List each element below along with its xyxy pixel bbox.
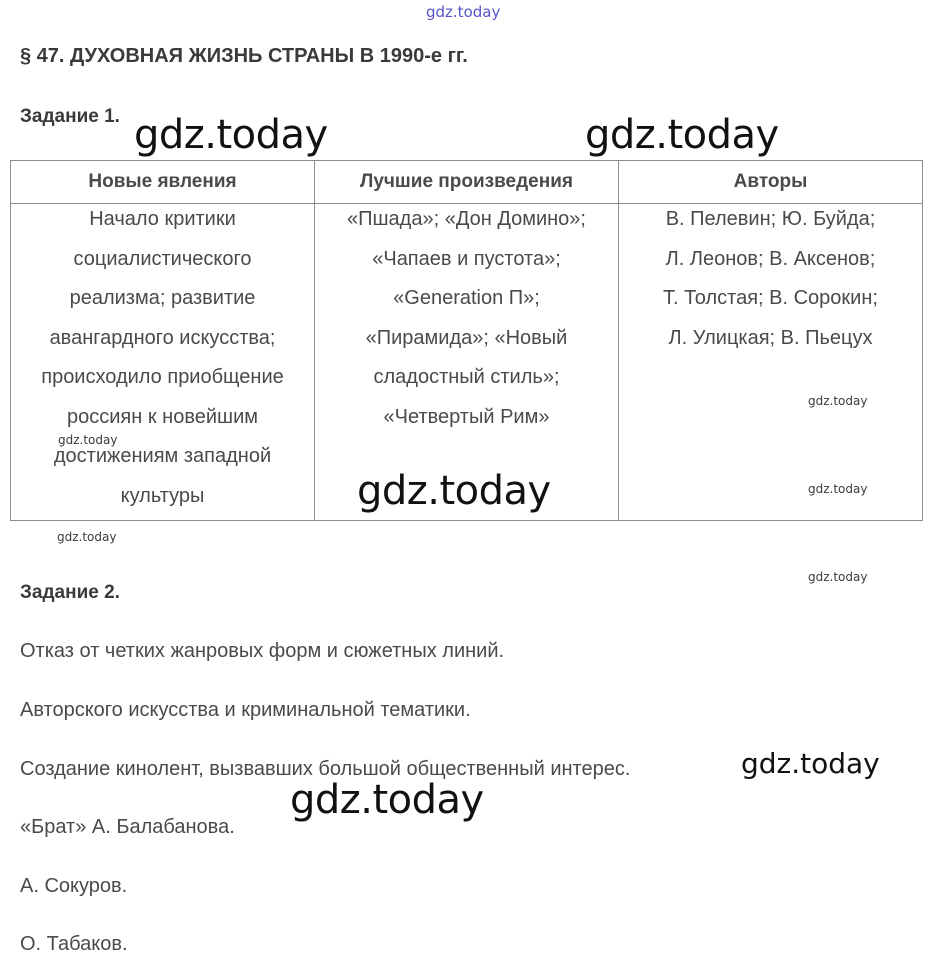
table-header-row [11, 161, 923, 204]
answer-line: А. Сокуров. [20, 875, 128, 897]
cell-line: В. Пелевин; Ю. Буйда; [665, 208, 876, 230]
cell-line: «Пирамида»; «Новый [365, 326, 568, 349]
watermark-small: gdz.today [808, 394, 868, 408]
cell-line: Л. Улицкая; В. Пьецух [668, 326, 873, 349]
watermark-top: gdz.today [426, 3, 501, 21]
cell-line: Начало критики [89, 208, 236, 230]
header-authors: Авторы [619, 161, 923, 204]
cell-line: «Generation П»; [393, 287, 540, 309]
task1-table [10, 160, 923, 521]
watermark-mid-right: gdz.today [741, 747, 880, 780]
cell-line: «Четвертый Рим» [383, 405, 550, 428]
header-best-works: Лучшие произведения [315, 161, 619, 204]
watermark-small: gdz.today [57, 530, 117, 544]
cell-line: Л. Леонов; В. Аксенов; [665, 247, 876, 270]
cell-line: культуры [120, 484, 205, 507]
cell-line: происходило приобщение [41, 366, 284, 388]
cell-line: россиян к новейшим [67, 405, 258, 428]
answer-line: Отказ от четких жанровых форм и сюжетных линий. [20, 640, 505, 662]
cell-line: реализма; развитие [69, 287, 256, 309]
watermark-small: gdz.today [58, 433, 118, 447]
watermark-small: gdz.today [808, 570, 868, 584]
cell-line: авангардного искусства; [49, 326, 276, 349]
answer-line: «Брат» А. Балабанова. [20, 816, 235, 838]
cell-line: социалистического [73, 247, 252, 270]
cell-authors [619, 204, 923, 521]
cell-line: Т. Толстая; В. Сорокин; [663, 287, 878, 309]
answer-line: О. Табаков. [20, 933, 128, 955]
answer-line: Авторского искусства и криминальной тематики. [20, 699, 471, 721]
page-title: § 47. ДУХОВНАЯ ЖИЗНЬ СТРАНЫ В 1990-е гг. [20, 45, 468, 67]
task2-heading: Задание 2. [20, 582, 120, 603]
watermark-big-right: gdz.today [585, 112, 779, 158]
watermark-small: gdz.today [808, 482, 868, 496]
watermark-big-table: gdz.today [357, 468, 551, 514]
cell-line: сладостный стиль»; [373, 366, 560, 388]
cell-line: достижениям западной [53, 445, 272, 467]
answer-line: Создание кинолент, вызвавших большой общественный интерес. [20, 758, 631, 780]
cell-line: «Чапаев и пустота»; [372, 247, 561, 270]
header-new-phenomena: Новые явления [11, 161, 315, 204]
watermark-big-left: gdz.today [134, 112, 328, 158]
cell-new-phenomena [11, 204, 315, 521]
watermark-big-answers: gdz.today [290, 777, 484, 823]
task1-heading: Задание 1. [20, 106, 120, 127]
cell-line: «Пшада»; «Дон Домино»; [347, 208, 586, 230]
